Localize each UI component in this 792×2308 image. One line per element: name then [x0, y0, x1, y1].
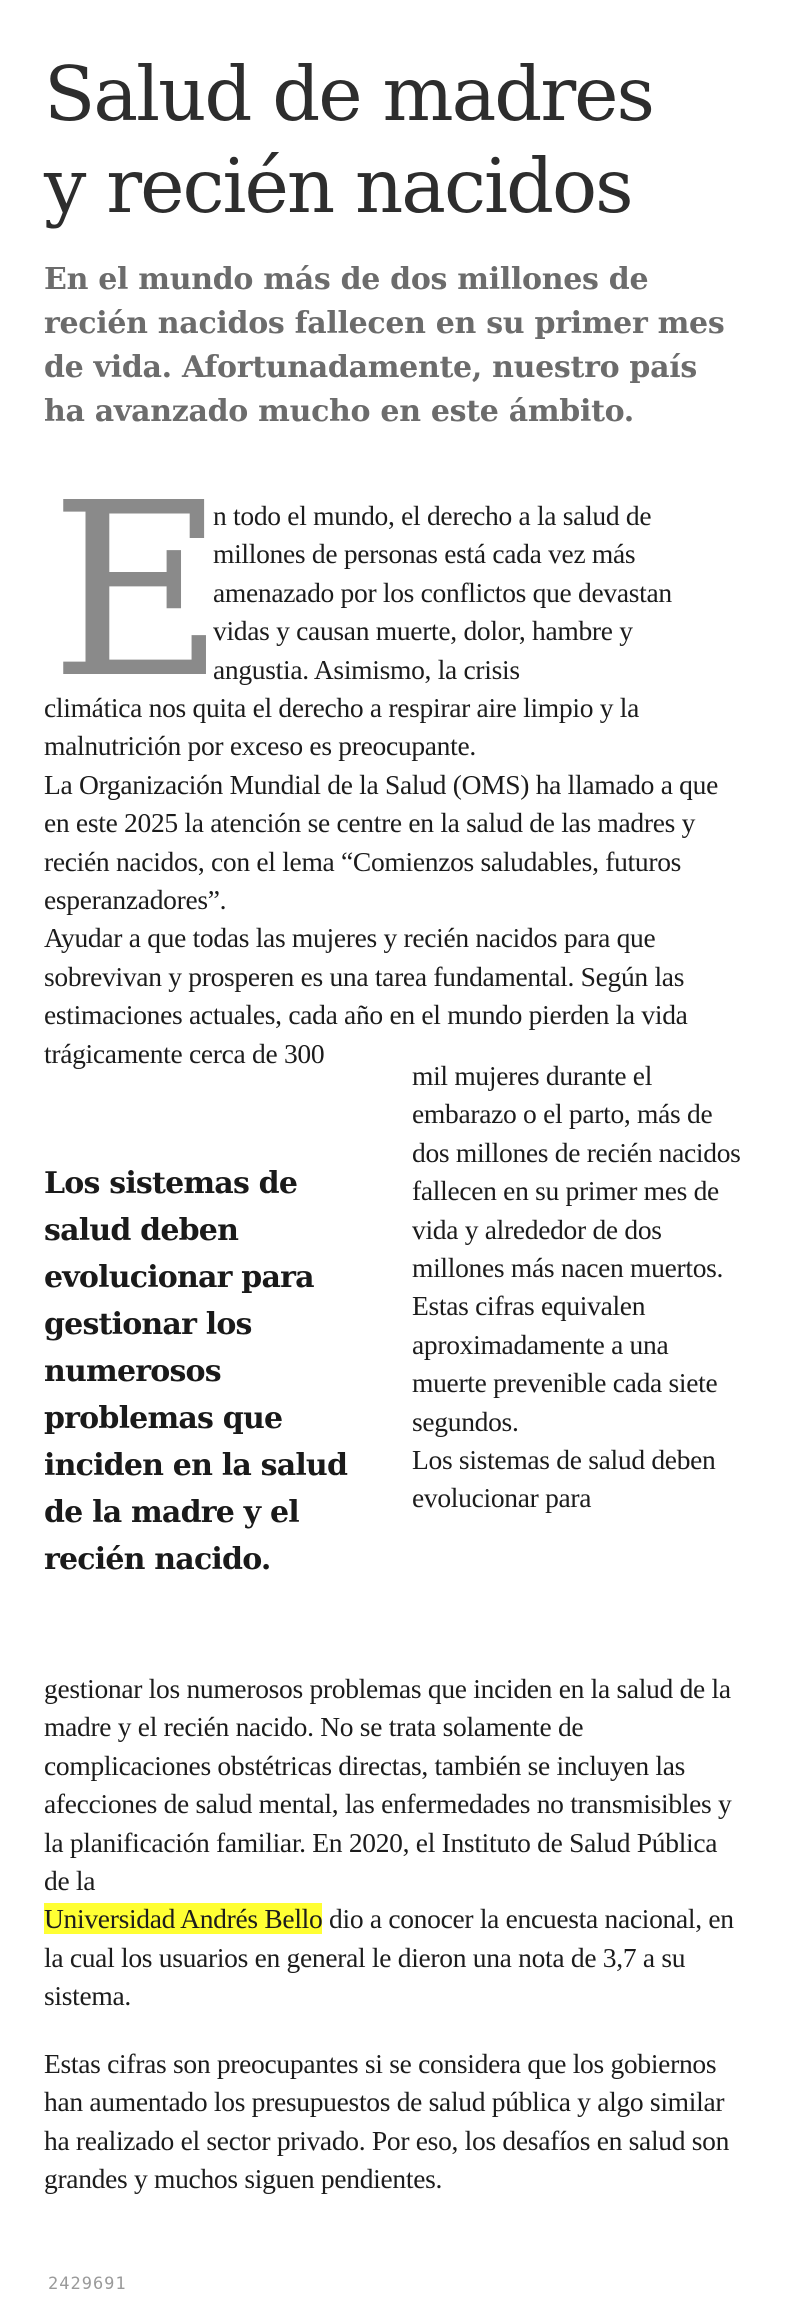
paragraph-1-continuation: climática nos quita el derecho a respirar aire limpio y la malnutrición por exceso es preocupante.: [44, 692, 639, 762]
headline-line-1: Salud de madres: [44, 50, 654, 138]
headline: [44, 48, 764, 232]
headline-line-2: y recién nacidos: [44, 142, 632, 230]
paragraph-4-start: Los sistemas de salud deben evolucionar para: [412, 1444, 716, 1514]
paragraph-4-continuation-a: gestionar los numerosos problemas que inciden en la salud de la madre y el recién nacido. No se trata solamente de complicaciones obstétricas directas, también se incluyen las afecciones de salud mental, las enfermedades no transmisibles y la planificación familiar. En 2020, el Instituto de Salud Pública de la: [44, 1673, 732, 1897]
paragraph-3-start: Ayudar a que todas las mujeres y recién nacidos para que sobrevivan y prosperen es una tarea fundamental. Según las estimaciones actuales, cada año en el mundo pierden la vida trágicamente cerca de 300: [44, 922, 688, 1069]
paragraph-2: La Organización Mundial de la Salud (OMS) ha llamado a que en este 2025 la atención se centre en la salud de las madres y recién nacidos, con el lema “Comienzos saludables, futuros esperanzadores”.: [44, 768, 718, 916]
body-column-narrow: [412, 1057, 742, 1518]
document-id: 2429691: [48, 2274, 127, 2294]
drop-cap: E: [50, 451, 226, 731]
body-column-bottom: [44, 1670, 749, 2016]
lead-paragraph: En el mundo más de dos millones de recién nacidos fallecen en su primer mes de vida. Afortunadamente, nuestro país ha avanzado mucho en este ámbito.: [44, 262, 725, 429]
paragraph-3-continuation: mil mujeres durante el embarazo o el parto, más de dos millones de recién nacidos fallecen en su primer mes de vida y alrededor de dos millones más nacen muertos. Estas cifras equivalen aproximadamente a una muerte prevenible cada siete segundos.: [412, 1060, 741, 1437]
paragraph-5: Estas cifras son preocupantes si se considera que los gobiernos han aumentado los presupuestos de salud pública y algo similar ha realizado el sector privado. Por eso, los desafíos en salud son grandes y muchos siguen pendientes.: [44, 2048, 730, 2195]
pull-quote: Los sistemas de salud deben evolucionar para gestionar los numerosos problemas que inciden en la salud de la madre y el recién nacido.: [44, 1166, 348, 1577]
paragraph-4-continuation-b: dio a conocer la encuesta nacional, en la cual los usuarios en general le dieron una nota de 3,7 a su sistema.: [44, 1903, 734, 2012]
intro-text: n todo el mundo, el derecho a la salud de millones de personas está cada vez más amenazado por los conflictos que devastan vidas y causan muerte, dolor, hambre y angustia. Asimismo, la crisis: [213, 500, 672, 685]
highlighted-institution: Universidad Andrés Bello: [44, 1903, 323, 1935]
body-column-top: [44, 689, 749, 1073]
